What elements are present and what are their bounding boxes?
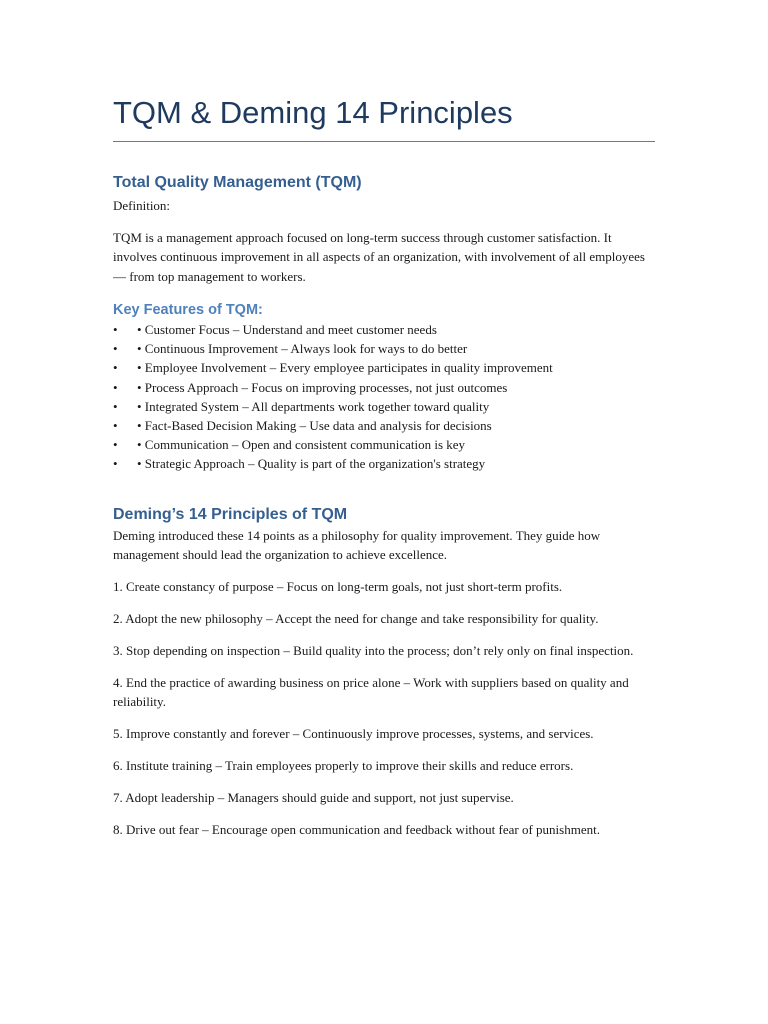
- principle-item: 1. Create constancy of purpose – Focus on long-term goals, not just short-term profits.: [113, 578, 563, 594]
- feature-text: • Strategic Approach – Quality is part of the organization's strategy: [137, 456, 486, 472]
- bullet-icon: •: [113, 360, 118, 376]
- feature-text: • Communication – Open and consistent communication is key: [137, 437, 466, 453]
- page-title: TQM & Deming 14 Principles: [113, 91, 655, 142]
- list-item: [113, 397, 658, 416]
- bullet-icon: •: [113, 437, 118, 453]
- tqm-heading: Total Quality Management (TQM): [113, 174, 362, 191]
- principle-item: 4. End the practice of awarding business on price alone – Work with suppliers based on quality and reliability.: [113, 674, 629, 710]
- bullet-icon: •: [113, 379, 118, 395]
- bullet-icon: •: [113, 418, 118, 434]
- definition-text: TQM is a management approach focused on long-term success through customer satisfaction. It involves continuous improvement in all aspects of an organization, with involvement of all employees — from top management to workers.: [113, 229, 645, 284]
- features-list: [113, 320, 658, 474]
- list-item: [113, 320, 658, 339]
- list-item: [113, 454, 658, 473]
- principle-item: 5. Improve constantly and forever – Continuously improve processes, systems, and services.: [113, 726, 594, 742]
- bullet-icon: •: [113, 398, 118, 414]
- list-item: [113, 358, 658, 377]
- bullet-icon: •: [113, 456, 118, 472]
- feature-text: • Employee Involvement – Every employee participates in quality improvement: [137, 360, 553, 376]
- feature-text: • Integrated System – All departments work together toward quality: [137, 398, 490, 414]
- bullet-icon: •: [113, 341, 118, 357]
- bullet-icon: •: [113, 322, 118, 337]
- principle-item: 8. Drive out fear – Encourage open communication and feedback without fear of punishment.: [113, 822, 600, 838]
- features-heading: Key Features of TQM:: [113, 302, 263, 318]
- principle-item: 7. Adopt leadership – Managers should guide and support, not just supervise.: [113, 790, 514, 806]
- feature-text: • Fact-Based Decision Making – Use data and analysis for decisions: [137, 418, 492, 434]
- definition-label: Definition:: [113, 198, 171, 213]
- feature-text: • Process Approach – Focus on improving processes, not just outcomes: [137, 379, 508, 395]
- principle-item: 3. Stop depending on inspection – Build quality into the process; don’t rely only on final inspection.: [113, 642, 634, 658]
- list-item: [113, 339, 658, 358]
- feature-text: • Continuous Improvement – Always look for ways to do better: [137, 341, 468, 357]
- feature-text: • Customer Focus – Understand and meet customer needs: [137, 322, 437, 337]
- principle-item: 2. Adopt the new philosophy – Accept the need for change and take responsibility for quality.: [113, 610, 599, 626]
- list-item: [113, 416, 658, 435]
- list-item: [113, 435, 658, 454]
- principle-item: 6. Institute training – Train employees properly to improve their skills and reduce errors.: [113, 758, 574, 774]
- list-item: [113, 378, 658, 397]
- deming-heading: Deming’s 14 Principles of TQM: [113, 505, 348, 523]
- deming-intro: Deming introduced these 14 points as a philosophy for quality improvement. They guide how management should lead the organization to achieve excellence.: [113, 527, 601, 563]
